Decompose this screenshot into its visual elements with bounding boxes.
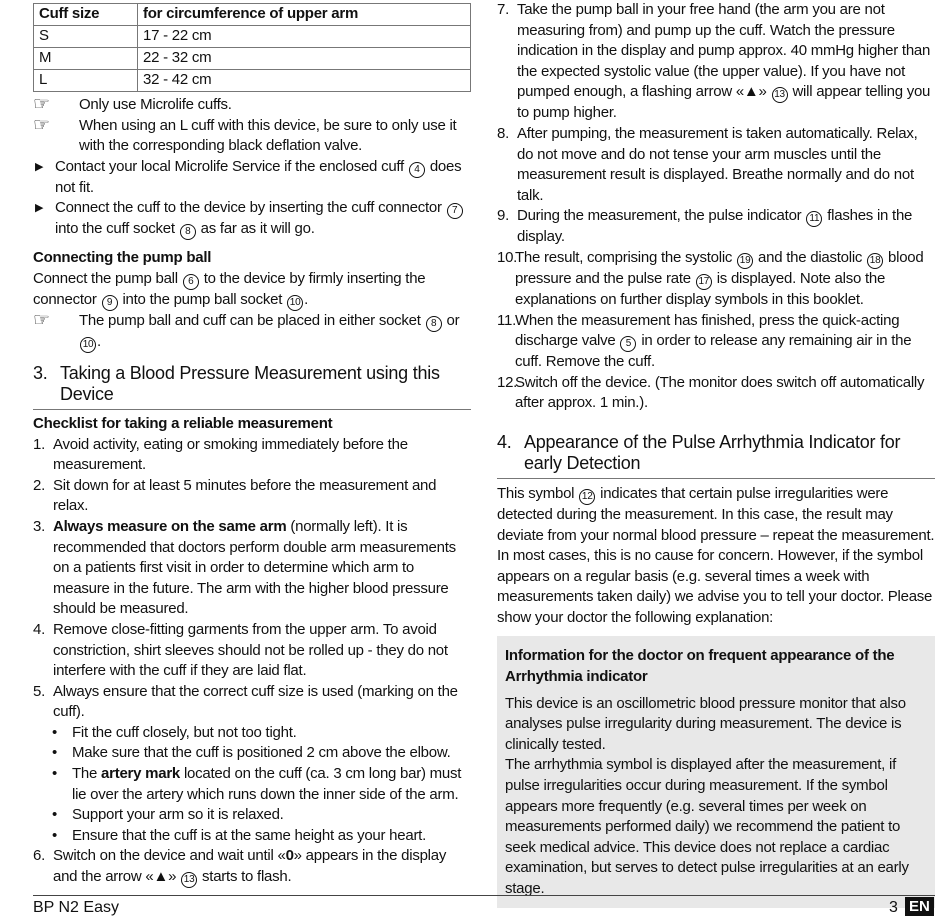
list-item: 3. Always measure on the same arm (normally left). It is recommended that doctors perform double arm measurements on a patients first visit in order to determine which arm to measure in the future. The arm with the higher blood pressure should be measured. [33,517,456,618]
box-heading: Information for the doctor on frequent appearance of the Arrhythmia indicator [505,647,895,686]
divider [497,478,935,479]
section-heading: 4. Appearance of the Pulse Arrhythmia Indicator for early Detection [497,431,901,473]
list-item: 9. During the measurement, the pulse indicator 11 flashes in the display. [497,207,913,246]
triangle-bullet-icon: ▶ [35,202,44,215]
sub-list-item: • Make sure that the cuff is positioned 2 cm above the elbow. [52,744,451,762]
list-item: 11. When the measurement has finished, press the quick-acting discharge valve 5 in order to release any remaining air in the cuff. Remove the cuff. [497,311,912,371]
table-cell: M [34,48,138,70]
table-cell: 32 - 42 cm [138,70,471,92]
right-column [497,0,935,908]
triangle-bullet-icon: ▶ [35,160,44,173]
table-cell: L [34,70,138,92]
doctor-info-box [497,636,935,907]
table-cell: 22 - 32 cm [138,48,471,70]
sub-list-item: • Fit the cuff closely, but not too tight. [52,723,297,741]
note-item [33,311,471,353]
left-column [33,0,471,888]
table-row [34,48,471,70]
table-header: for circumference of upper arm [138,4,471,26]
language-badge: EN [905,897,934,916]
table-header: Cuff size [34,4,138,26]
list-item: 4. Remove close-fitting garments from the upper arm. To avoid constriction, shirt sleeves should not be rolled up - they do not interfere with the cuff if they are laid flat. [33,620,448,680]
list-item [33,198,471,240]
footer-divider [33,895,935,896]
list-text: Contact your local Microlife Service if the enclosed cuff 4 does not fit. [55,157,462,196]
arrow-up-icon: ▲ [153,868,169,886]
cuff-size-table [33,3,471,92]
table-row [34,26,471,48]
sub-list-item: • Support your arm so it is relaxed. [52,806,284,824]
list-item: 6. Switch on the device and wait until «0» appears in the display and the arrow «▲» 13 starts to flash. [33,846,471,888]
page-number: 3 [889,899,898,916]
table-header-row [34,4,471,26]
list-item: 12. Switch off the device. (The monitor does switch off automatically after approx. 1 min.). [497,373,925,412]
section-subheading: Checklist for taking a reliable measurement [33,414,333,432]
table-row [34,70,471,92]
paragraph: This symbol 12 indicates that certain pulse irregularities were detected during the measurement. In this case, the result may deviate from your normal blood pressure – repeat the measurement. In most cases, this is no cause for concern. However, if the symbol appears on a regular basis (e.g. several times a week with measurements taken daily) we advise you to tell your doctor. Please show your doctor the following explanation: [497,484,935,626]
note-item [33,95,471,116]
pointing-hand-icon: ☞ [33,94,50,115]
pointing-hand-icon: ☞ [33,114,50,136]
note-text: When using an L cuff with this device, be sure to only use it with the corresponding black deflation valve. [79,116,457,155]
list-item: 8. After pumping, the measurement is taken automatically. Relax, do not move and do not tense your arm muscles until the measurement result is displayed. Breathe normally and do not talk. [497,124,918,204]
pointing-hand-icon: ☞ [33,309,50,331]
sub-list-item: • Ensure that the cuff is at the same height as your heart. [52,826,427,844]
section-subheading: Connecting the pump ball [33,249,212,267]
divider [33,409,471,410]
note-text: The pump ball and cuff can be placed in either socket 8 or 10 . [79,311,471,353]
section-heading: 3. Taking a Blood Pressure Measurement using this Device [33,362,440,404]
list-text: Connect the cuff to the device by inserting the cuff connector 7 into the cuff socket 8 as far as it will go. [55,198,471,240]
note-text: Only use Microlife cuffs. [79,96,232,113]
note-item [33,116,471,157]
box-paragraph: This device is an oscillometric blood pressure monitor that also analyses pulse irregularity during measurement. The device is clinically tested. [505,694,906,753]
sub-list-item: • The artery mark located on the cuff (ca. 3 cm long bar) must lie over the artery which runs down the inner side of the arm. [52,765,462,803]
table-cell: 17 - 22 cm [138,26,471,48]
list-item: 5. Always ensure that the correct cuff size is used (marking on the cuff). [33,682,458,721]
table-cell: S [34,26,138,48]
list-item: 1. Avoid activity, eating or smoking immediately before the measurement. [33,435,408,474]
arrow-up-icon: ▲ [743,83,759,101]
list-item: 2. Sit down for at least 5 minutes before the measurement and relax. [33,476,437,515]
list-item [33,157,471,199]
paragraph: Connect the pump ball 6 to the device by firmly inserting the connector 9 into the pump ball socket 10 . [33,269,471,311]
footer-model: BP N2 Easy [33,899,119,916]
list-item: 7. Take the pump ball in your free hand (the arm you are not measuring from) and pump up the cuff. Watch the pressure indication in the display and pump approx. 40 mmHg higher than the expected systolic value (the upper value). If you have not pumped enough, a flashing arrow «▲» 13 will appear telling you to pump higher. [497,1,931,122]
list-item: 10. The result, comprising the systolic 19 and the diastolic 18 blood pressure and the pulse rate 17 is displayed. Note also the explanations on further display symbols in this booklet. [497,248,924,308]
box-paragraph: The arrhythmia symbol is displayed after the measurement, if pulse irregularities occur during measurement. If the symbol appears more frequently (e.g. several times per week on measurements performed daily) we recommend the patient to seek medical advice. This device does not replace a cardiac examination, but serves to detect pulse irregularities at an early stage. [505,756,909,897]
